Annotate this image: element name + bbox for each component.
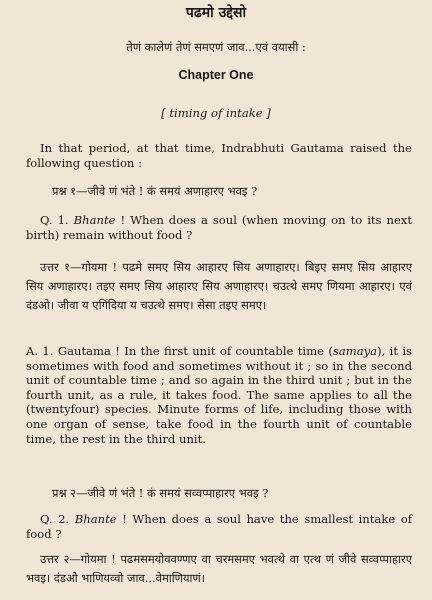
question-label: Q. 1. [40,213,69,227]
addressee: Bhante [74,512,117,526]
addressee: Bhante [73,213,116,227]
question-text: ! When does a soul have the smallest intake of food ? [26,512,413,541]
intro-paragraph: In that period, at that time, Indrabhuti Gautama raised the following question : [26,141,412,170]
question-1-prakrit: प्रश्न १—जीवे णं भंते ! कं समयं अणाहारए भवइ ? [52,184,258,198]
question-label: Q. 2. [40,512,70,526]
answer-1-prakrit: उत्तर १—गोयमा ! पढमे समए सिय आहारए सिय अणाहारए। बिइए समए सिय आहारए सिय अणाहारए। तइए समए सिय आहारए सिय अणाहारए। चउत्थे समए णियमा आहारए। एवं दंडओ। जीवा य एगिंदिया य चउत्थे समए। सेसा तइए समए। [26,260,412,312]
uddesa-heading: पढमो उद्देसो [185,5,247,21]
section-title: [ timing of intake ] [161,106,271,120]
question-2-prakrit: प्रश्न २—जीवे णं भंते ! कं समयं सव्वप्पाहारए भवइ ? [52,486,269,500]
chapter-title: Chapter One [178,68,254,82]
answer-lead: Gautama ! In the first unit of countable time ( [57,344,333,358]
answer-label: A. 1. [26,344,54,358]
intro-prakrit-line: तेणं कालेणं तेणं समएणं जाव...एवं वयासी : [126,40,306,54]
question-text: ! When does a soul (when moving on to its next birth) remain without food ? [26,213,412,242]
question-2-english [26,512,412,541]
answer-2-prakrit: उत्तर २—गोयमा ! पढमसमयोववण्णए वा चरमसमए भवत्थे वा एत्थ णं जीवे सव्वप्पाहारए भवइ। दंडओ भाणियव्वो जाव...वेमाणियाणं। [26,552,412,585]
question-1-english [26,213,412,242]
term-samaya: samaya [332,344,378,358]
answer-1-english [26,344,412,446]
answer-text: ), it is sometimes with food and sometimes without it ; so in the second unit of countable time ; and so again in the third unit ; but in the fourth unit, as a rule, it takes food. The same applies to all the (twentyfour) species. Minute forms of life, including those with one organ of sense, take food in the fourth unit of countable time, the rest in the third unit. [26,344,413,446]
